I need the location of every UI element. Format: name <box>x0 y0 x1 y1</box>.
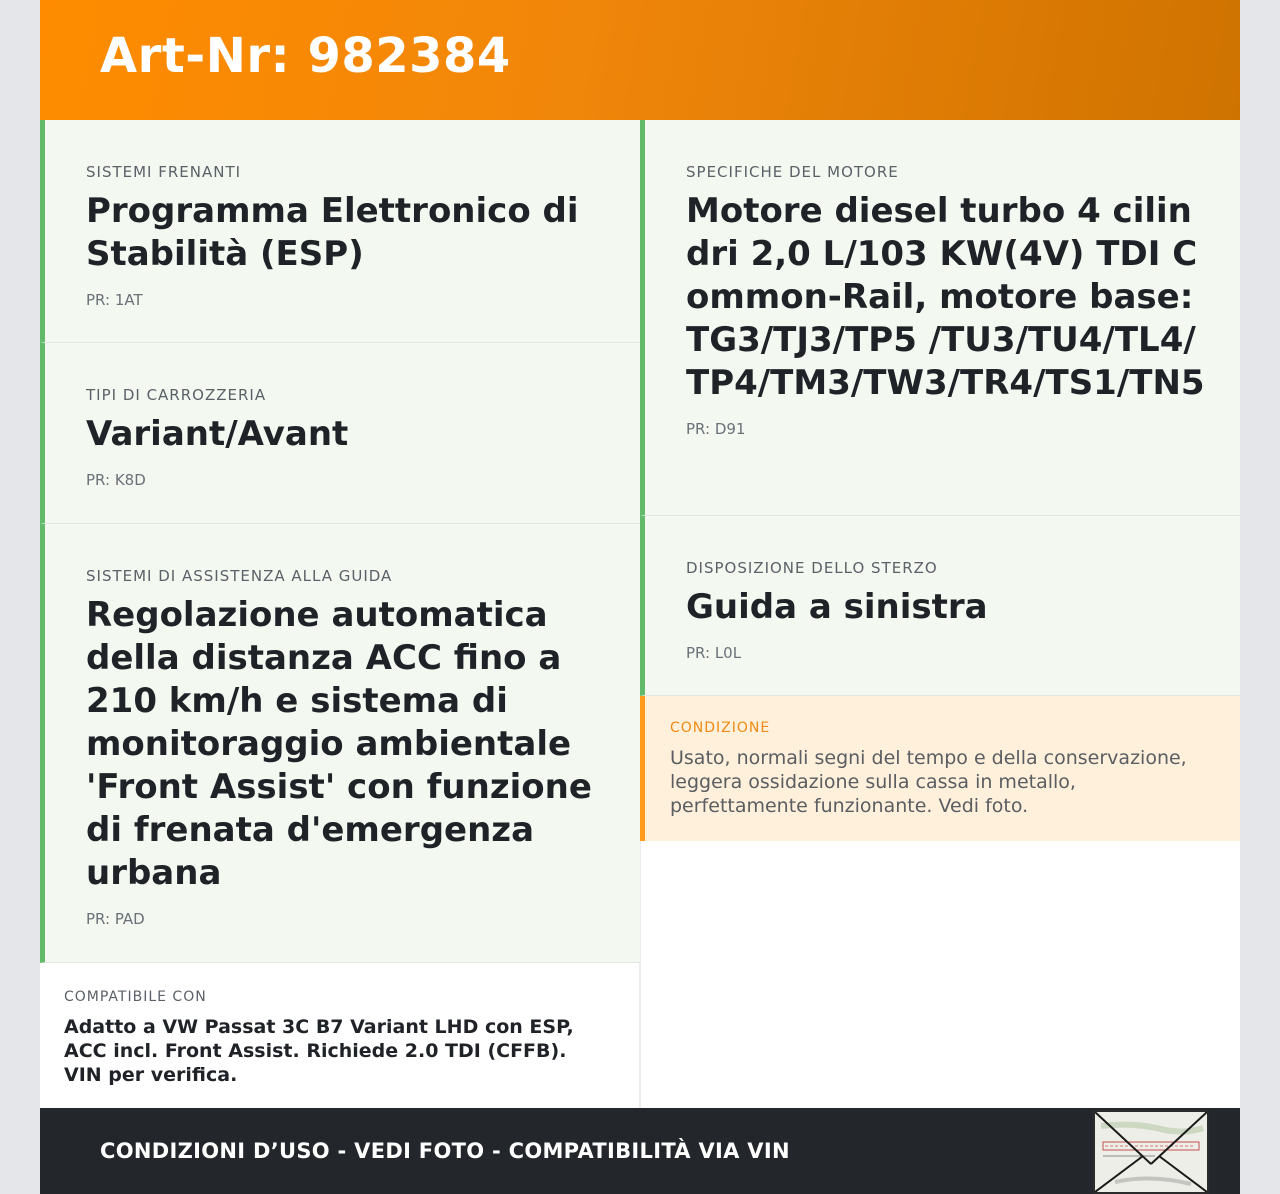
card-pr-code: PR: 1AT <box>86 291 143 309</box>
card-value: Regolazione automatica della distanza ACC fino a 210 km/h e sistema di monitoraggio ambientale 'Front Assist' con funzione di frenata d'emergenza urbana <box>86 595 592 893</box>
column-divider <box>640 841 641 1108</box>
card-label: SPECIFICHE DEL MOTORE <box>686 163 899 181</box>
card-braking-systems <box>40 120 640 343</box>
footer-text: CONDIZIONI D’USO - VEDI FOTO - COMPATIBILITÀ VIA VIN <box>100 1139 790 1163</box>
card-pr-code: PR: PAD <box>86 910 145 928</box>
card-value: Variant/Avant <box>86 414 349 454</box>
card-engine-specs <box>640 120 1240 516</box>
condition-box <box>640 696 1240 841</box>
compatibility-text: Adatto a VW Passat 3C B7 Variant LHD con ESP, ACC incl. Front Assist. Richiede 2.0 TDI (CFFB). VIN per verifica. <box>64 1016 574 1086</box>
card-label: SISTEMI DI ASSISTENZA ALLA GUIDA <box>86 567 393 585</box>
card-steering-layout <box>640 516 1240 696</box>
article-number-title: Art-Nr: 982384 <box>100 28 511 84</box>
card-value: Motore diesel turbo 4 cilindri 2,0 L/103 KW(4V) TDI Common-Rail, motore base: TG3/TJ3/TP5 /TU3/TU4/TL4/TP4/TM3/TW3/TR4/TS1/TN5 <box>686 191 1205 403</box>
product-photo-thumbnail[interactable] <box>1093 1110 1209 1194</box>
card-value: Programma Elettronico di Stabilità (ESP) <box>86 191 579 274</box>
listing-sheet <box>40 0 1240 1194</box>
condition-label: CONDIZIONE <box>670 720 771 736</box>
card-pr-code: PR: D91 <box>686 420 746 438</box>
compatibility-label: COMPATIBILE CON <box>64 989 207 1005</box>
card-label: DISPOSIZIONE DELLO STERZO <box>686 559 938 577</box>
card-value: Guida a sinistra <box>686 587 988 627</box>
header-banner <box>40 0 1240 120</box>
card-label: SISTEMI FRENANTI <box>86 163 242 181</box>
card-driver-assistance <box>40 524 640 963</box>
card-pr-code: PR: K8D <box>86 471 146 489</box>
card-pr-code: PR: L0L <box>686 644 742 662</box>
card-body-types <box>40 343 640 524</box>
label-photo-image <box>1095 1112 1207 1192</box>
compatibility-box <box>40 963 640 1108</box>
footer-bar <box>40 1108 1240 1194</box>
condition-text: Usato, normali segni del tempo e della conservazione, leggera ossidazione sulla cassa in metallo, perfettamente funzionante. Vedi foto. <box>670 747 1187 817</box>
card-label: TIPI DI CARROZZERIA <box>86 386 267 404</box>
